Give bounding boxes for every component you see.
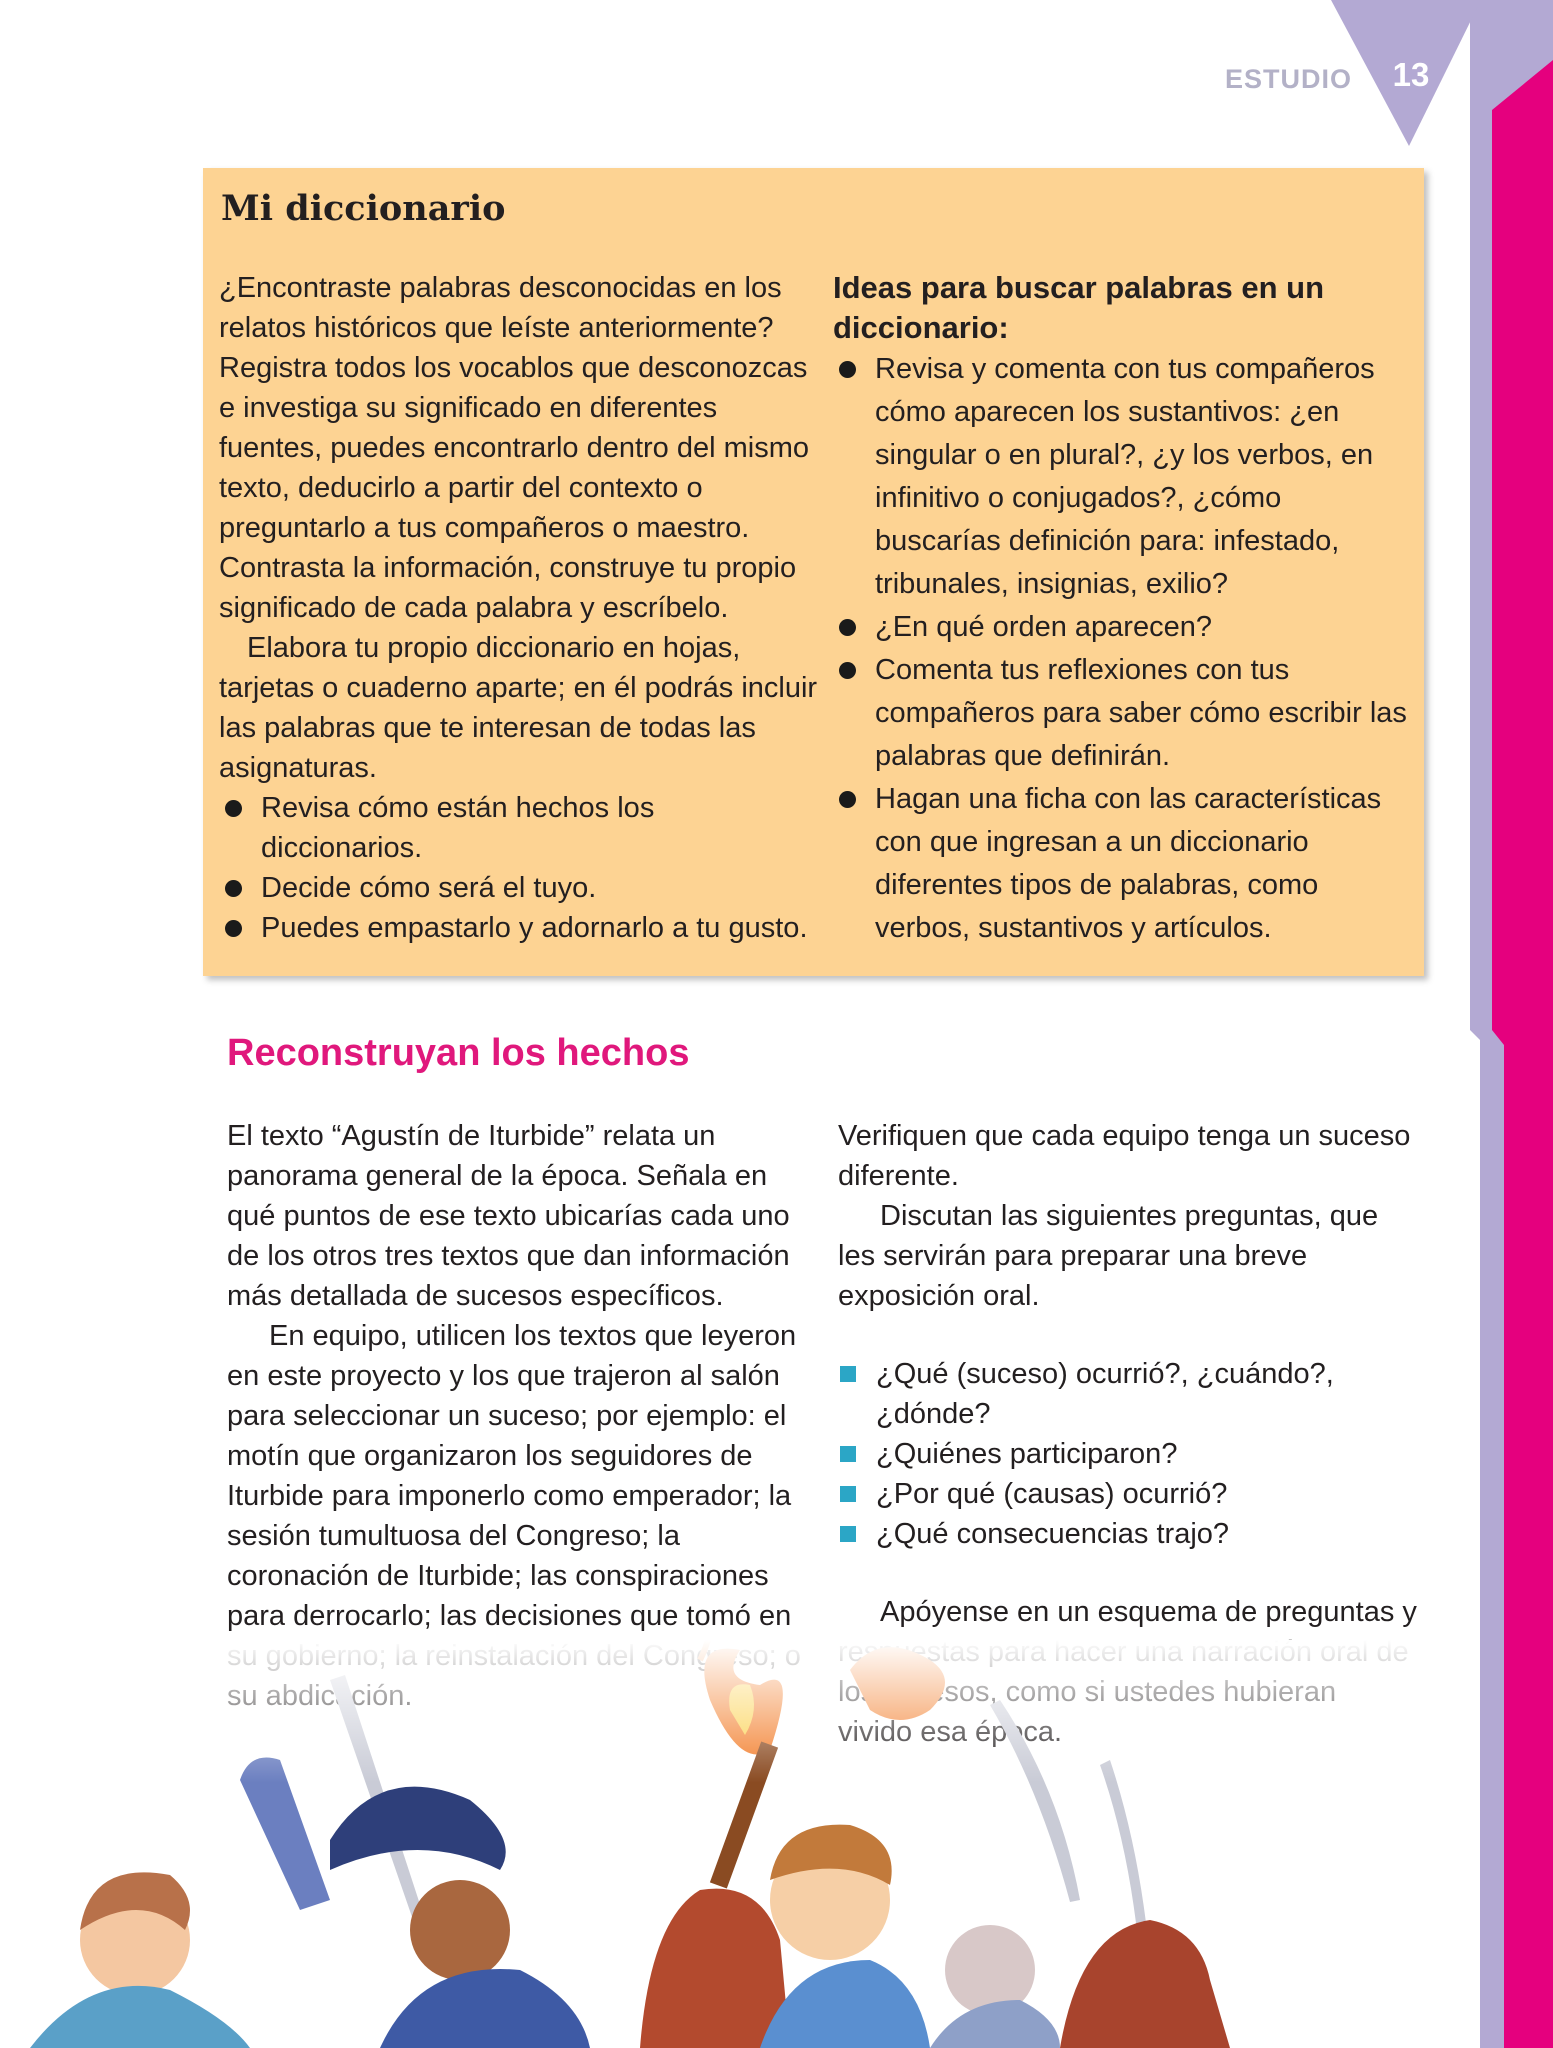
list-item: ¿Por qué (causas) ocurrió? xyxy=(838,1474,1418,1514)
bullet-dot-icon xyxy=(839,791,856,808)
bullet-dot-icon xyxy=(839,662,856,679)
list-item: ¿Qué consecuencias trajo? xyxy=(838,1514,1418,1554)
bullet-dot-icon xyxy=(225,800,242,817)
list-item: ¿Quiénes participaron? xyxy=(838,1434,1418,1474)
dictionary-right-column xyxy=(833,268,1413,950)
reconstruct-paragraph-5: Apóyense en un esquema de preguntas y xyxy=(880,1596,1417,1628)
dictionary-left-column xyxy=(219,268,819,948)
bullet-dot-icon xyxy=(225,920,242,937)
dictionary-box xyxy=(203,168,1424,976)
reconstruct-paragraph-1: El texto “Agustín de Iturbide” relata un panorama general de la época. Señala en qué puntos de ese texto ubicarías cada uno de los otros tres textos que dan información más detallada de sucesos específicos. xyxy=(227,1120,790,1312)
list-item: Revisa cómo están hechos los diccionarios. xyxy=(219,788,819,868)
page-number: 13 xyxy=(1392,56,1430,93)
list-item: Decide cómo será el tuyo. xyxy=(219,868,819,908)
ideas-bullets xyxy=(833,348,1413,950)
reconstruct-paragraph-3: Verifiquen que cada equipo tenga un suceso diferente. xyxy=(838,1120,1411,1192)
bullet-square-icon xyxy=(840,1526,856,1542)
list-item: Puedes empastarlo y adornarlo a tu gusto. xyxy=(219,908,819,948)
bullet-dot-icon xyxy=(839,619,856,636)
list-item: ¿En qué orden aparecen? xyxy=(833,606,1413,649)
side-decorative-bands xyxy=(1470,0,1553,2048)
dictionary-left-bullets xyxy=(219,788,819,948)
list-item: Hagan una ficha con las características con que ingresan a un diccionario diferentes tipos de palabras, como verbos, sustantivos y artículos. xyxy=(833,778,1413,950)
historical-scene-illustration xyxy=(0,1640,1470,2048)
bullet-square-icon xyxy=(840,1486,856,1502)
dictionary-second-paragraph: Elabora tu propio diccionario en hojas, tarjetas o cuaderno aparte; en él podrás incluir las palabras que te interesan de todas las asignaturas. xyxy=(219,632,818,784)
bullet-square-icon xyxy=(840,1366,856,1382)
list-item: Revisa y comenta con tus compañeros cómo aparecen los sustantivos: ¿en singular o en plural?, ¿y los verbos, en infinitivo o conjugados?, ¿cómo buscarías definición para: infestado, tribunales, insignias, exilio? xyxy=(833,348,1413,606)
question-list xyxy=(838,1354,1418,1554)
reconstruct-left-column xyxy=(227,1116,807,1716)
bullet-dot-icon xyxy=(839,361,856,378)
list-item: ¿Qué (suceso) ocurrió?, ¿cuándo?, ¿dónde? xyxy=(838,1354,1418,1434)
list-item: Comenta tus reflexiones con tus compañeros para saber cómo escribir las palabras que definirán. xyxy=(833,649,1413,778)
dictionary-intro-paragraph: ¿Encontraste palabras desconocidas en los relatos históricos que leíste anteriormente? Registra todos los vocablos que desconozcas e investiga su significado en diferentes fuentes, puedes encontrarlo dentro del mismo texto, deducirlo a partir del contexto o preguntarlo a tus compañeros o maestro. Contrasta la información, construye tu propio significado de cada palabra y escríbelo. xyxy=(219,272,810,624)
dictionary-title: Mi diccionario xyxy=(221,188,506,229)
bullet-dot-icon xyxy=(225,880,242,897)
section-label: ESTUDIO xyxy=(1225,64,1353,94)
reconstruct-paragraph-2: En equipo, utilicen los textos que leyeron en este proyecto y los que trajeron al salón para seleccionar un suceso; por ejemplo: el motín que organizaron los seguidores de Iturbide para imponerlo como emperador; la sesión tumultuosa del Congreso; la coronación de Iturbide; las conspiraciones para derrocarlo; las decisiones que tomó en xyxy=(227,1320,797,1632)
ideas-title: Ideas para buscar palabras en un diccionario: xyxy=(833,270,1325,345)
section-title: Reconstruyan los hechos xyxy=(227,1032,690,1074)
reconstruct-paragraph-4: Discutan las siguientes preguntas, que les servirán para preparar una breve exposición oral. xyxy=(838,1200,1379,1312)
bullet-square-icon xyxy=(840,1446,856,1462)
